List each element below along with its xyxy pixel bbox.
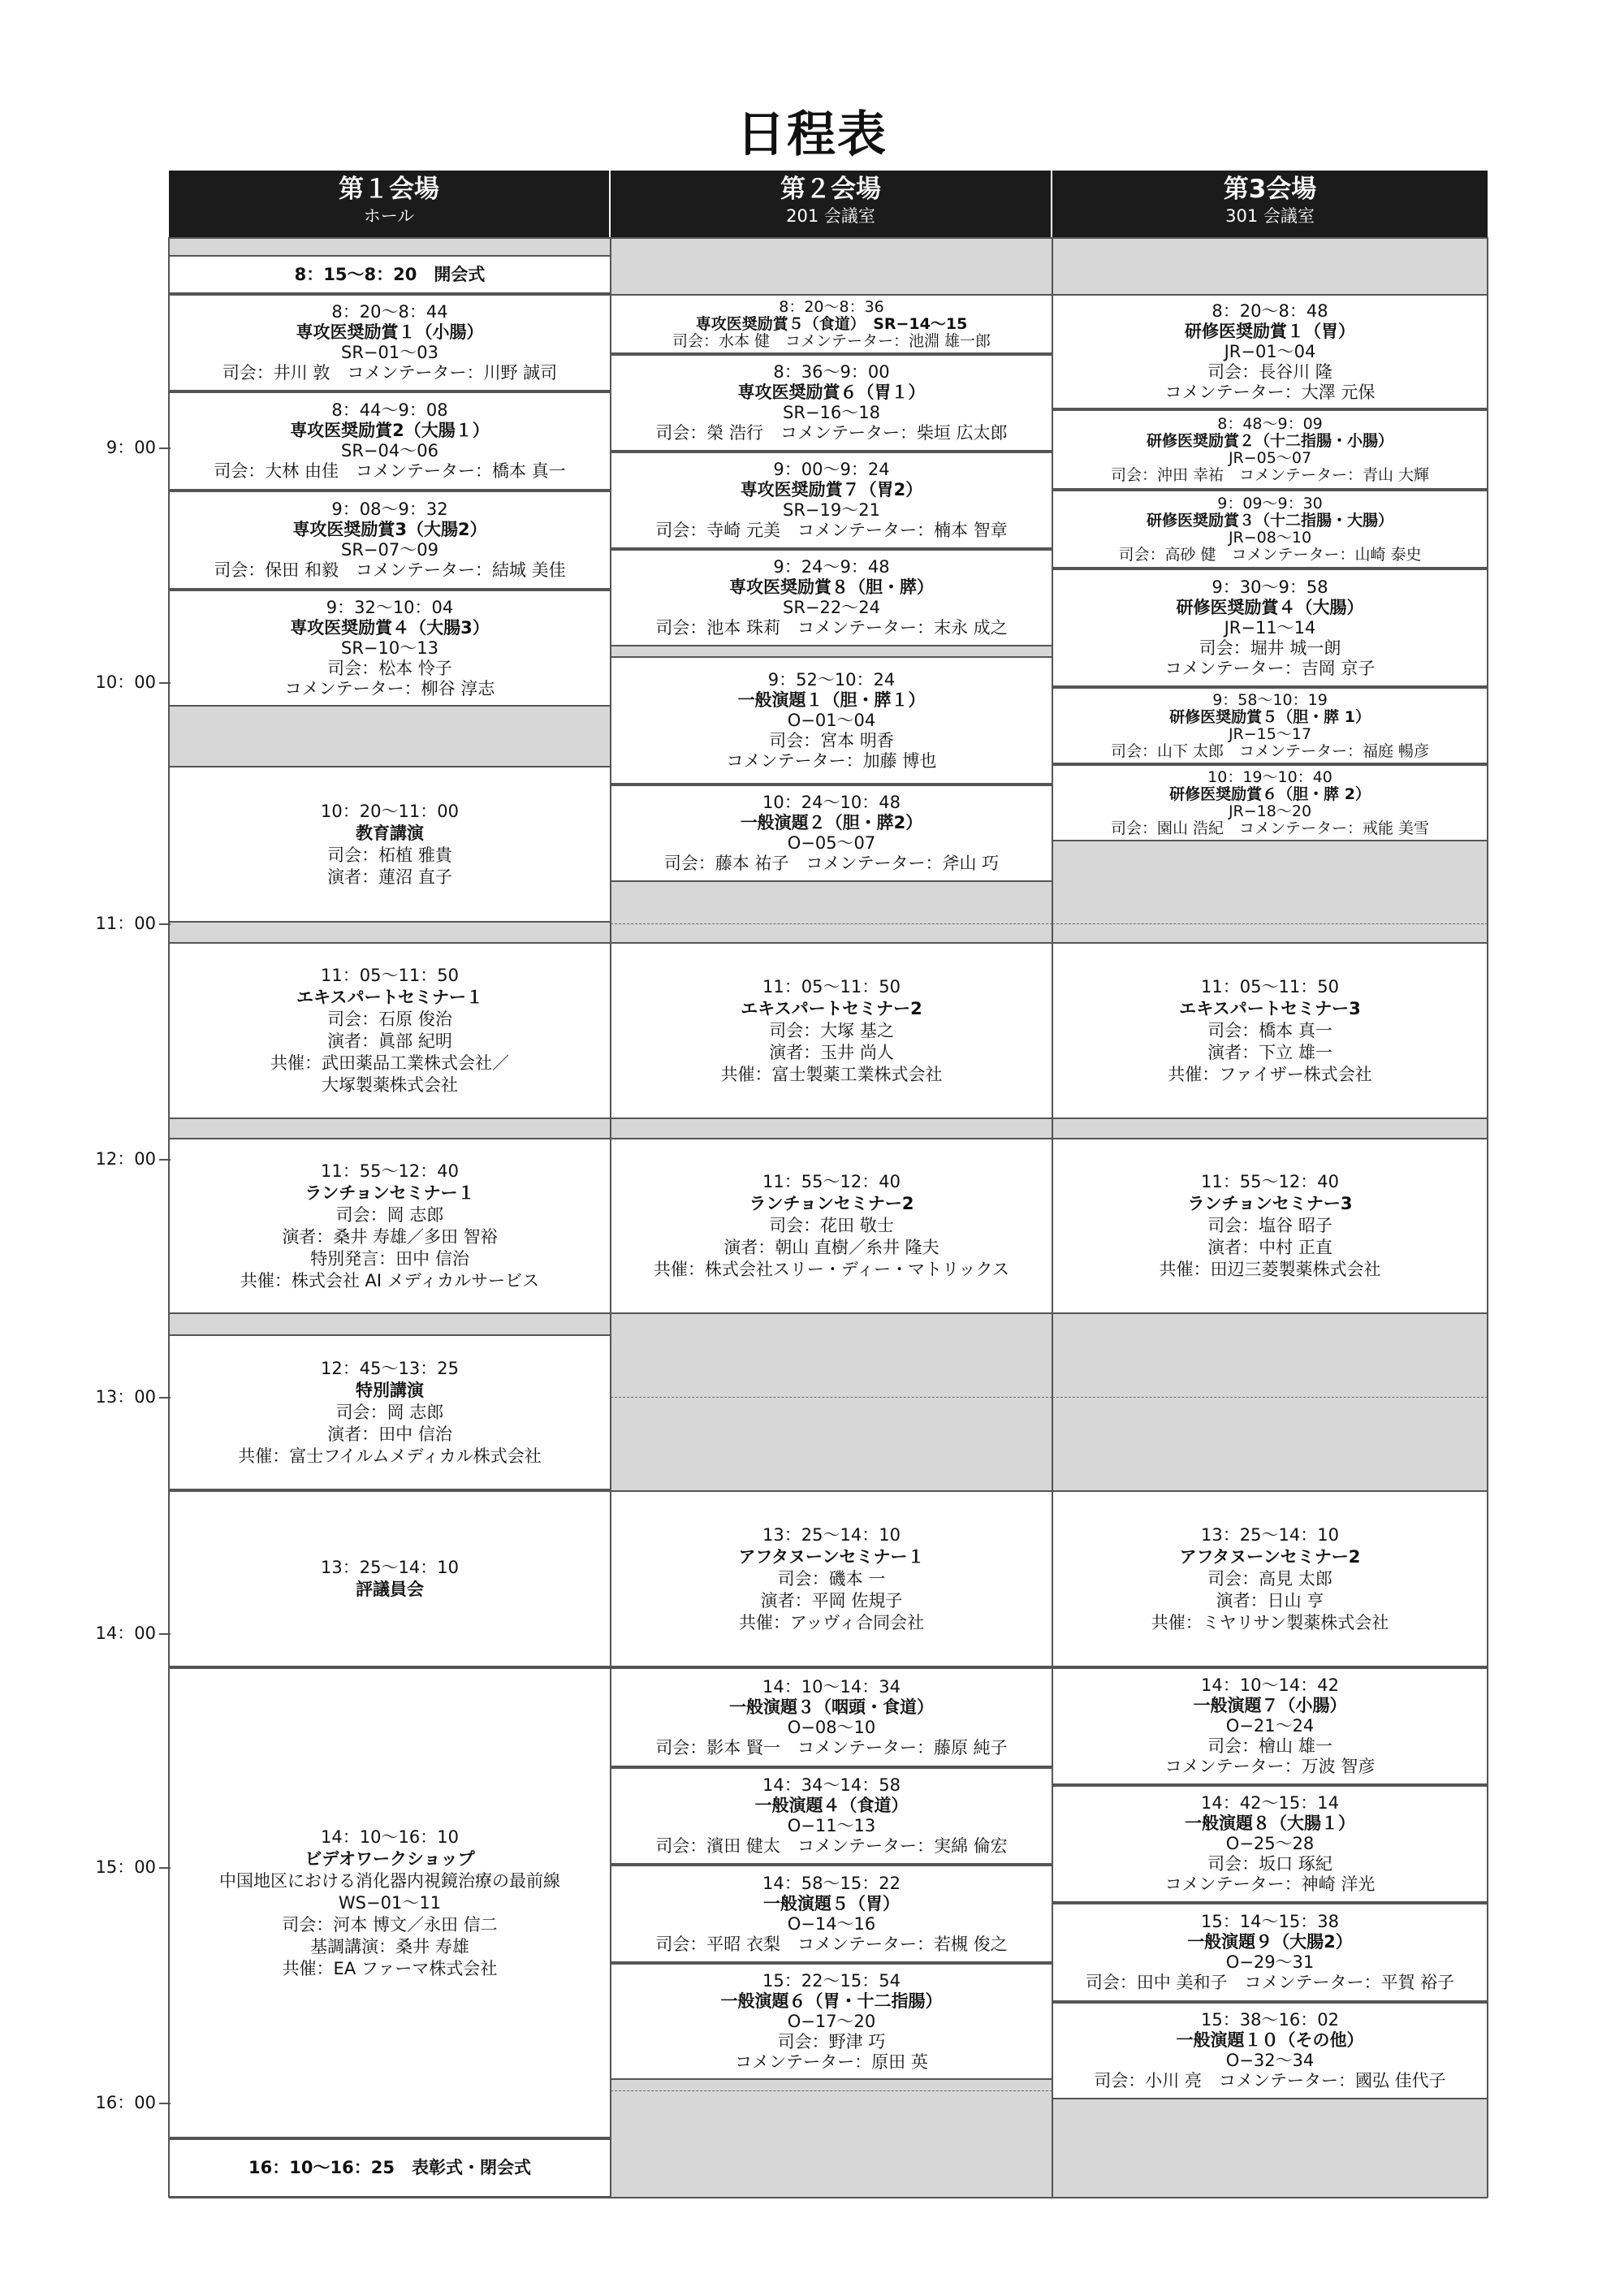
session-line: 9：24〜9：48 xyxy=(773,557,890,577)
session-title: ランチョンセミナー１ xyxy=(304,1182,475,1203)
session-line: JR−11〜14 xyxy=(1224,617,1316,638)
session-line: コメンテーター：原田 英 xyxy=(735,2051,928,2072)
session-title: 一般演題２（胆・膵2） xyxy=(740,813,923,832)
session-block xyxy=(611,549,1052,646)
session-line: 中国地区における消化器内視鏡治療の最前線 xyxy=(219,1870,560,1891)
session-title: 8：15〜8：20 開会式 xyxy=(294,264,486,284)
session-line: 司会：坂口 琢紀 xyxy=(1207,1854,1332,1874)
hour-guide xyxy=(1052,923,1488,924)
session-line: SR−19〜21 xyxy=(783,500,880,520)
session-line: 11：55〜12：40 xyxy=(762,1172,901,1191)
session-line: O−05〜07 xyxy=(787,833,876,853)
session-line: 大塚製薬株式会社 xyxy=(322,1075,458,1095)
session-line: 司会：磯本 一 xyxy=(777,1568,886,1589)
session-line: 9：58〜10：19 xyxy=(1212,690,1328,709)
hour-guide xyxy=(1052,1397,1488,1398)
session-title: エキスパートセミナー１ xyxy=(296,988,483,1007)
session-block xyxy=(1052,1903,1488,2002)
time-label: 15：00 xyxy=(95,1857,156,1877)
session-line: 12：45〜13：25 xyxy=(321,1358,459,1378)
session-line: 司会：橋本 真一 xyxy=(1207,1020,1332,1040)
session-block xyxy=(1052,409,1488,490)
time-tick xyxy=(159,923,171,925)
session-line: 13：25〜14：10 xyxy=(762,1524,901,1545)
room-header-3 xyxy=(1052,171,1488,237)
session-line: 演者：蓮沼 直子 xyxy=(327,867,452,887)
session-line: SR−01〜03 xyxy=(341,343,438,362)
session-line: O−21〜24 xyxy=(1225,1716,1315,1736)
session-block xyxy=(611,294,1052,354)
session-line: 演者：日山 亨 xyxy=(1216,1590,1324,1610)
session-line: 司会：山下 太郎 コメンテーター：福庭 暢彦 xyxy=(1110,741,1430,760)
session-line: 司会：藤本 祐子 コメンテーター：斧山 巧 xyxy=(663,854,1000,873)
session-title: 一般演題８（大腸１） xyxy=(1185,1814,1355,1833)
session-block xyxy=(611,354,1052,452)
session-line: 11：55〜12：40 xyxy=(321,1161,459,1181)
time-label: 9：00 xyxy=(106,438,156,457)
session-line: 9：00〜9：24 xyxy=(773,460,890,479)
session-line: O−25〜28 xyxy=(1225,1834,1315,1853)
session-title: 研修医奨励賞５（胆・膵 1） xyxy=(1169,707,1371,726)
session-block xyxy=(611,785,1052,882)
session-block xyxy=(1052,764,1488,841)
session-block xyxy=(1052,1138,1488,1314)
session-line: 司会：柘植 雅貴 xyxy=(327,845,452,865)
session-line: 司会：寺崎 元美 コメンテーター：楠本 智章 xyxy=(655,521,1008,540)
session-line: 司会：高砂 健 コメンテーター：山崎 泰史 xyxy=(1118,545,1422,564)
session-title: 一般演題１０（その他） xyxy=(1176,2030,1364,2050)
room-sub: 301 会議室 xyxy=(1225,206,1315,226)
session-title: 専攻医奨励賞3（大腸2） xyxy=(292,520,487,539)
session-line: 司会：平昭 衣梨 コメンテーター：若槻 俊之 xyxy=(655,1934,1008,1954)
session-line: 11：05〜11：50 xyxy=(321,966,459,985)
session-block xyxy=(611,656,1052,785)
session-line: 司会：田中 美和子 コメンテーター：平賀 裕子 xyxy=(1085,1973,1455,1992)
session-line: 司会：園山 浩紀 コメンテーター：戒能 美雪 xyxy=(1110,819,1430,837)
session-line: 8：44〜9：08 xyxy=(331,400,448,420)
session-title: 専攻医奨励賞2（大腸１） xyxy=(290,421,490,440)
session-block xyxy=(1052,2002,1488,2099)
session-title: 一般演題３（咽頭・食道） xyxy=(729,1697,934,1717)
session-title: 研修医奨励賞３（十二指腸・大腸） xyxy=(1146,511,1393,530)
session-line: O−01〜04 xyxy=(787,710,876,730)
session-line: 13：25〜14：10 xyxy=(321,1558,459,1577)
room-sub: ホール xyxy=(363,206,415,226)
session-line: WS−01〜11 xyxy=(338,1892,442,1913)
session-title: 専攻医奨励賞１（小腸） xyxy=(296,322,484,342)
session-line: O−17〜20 xyxy=(787,2011,876,2031)
session-line: 司会：松本 怜子 xyxy=(327,658,452,678)
session-line: 9：32〜10：04 xyxy=(326,597,454,617)
session-line: 司会：檜山 雄一 xyxy=(1207,1736,1332,1756)
session-title: ランチョンセミナー3 xyxy=(1187,1194,1353,1213)
session-line: O−14〜16 xyxy=(787,1913,876,1934)
time-label: 11：00 xyxy=(95,914,156,933)
session-title: エキスパートセミナー3 xyxy=(1179,998,1361,1018)
session-title: 専攻医奨励賞５（食道） SR−14〜15 xyxy=(695,314,968,333)
column-border xyxy=(610,237,611,2198)
session-line: 14：10〜16：10 xyxy=(321,1827,459,1847)
session-line: 10：24〜10：48 xyxy=(762,793,901,812)
session-line: JR−08〜10 xyxy=(1228,528,1312,547)
session-line: 14：10〜14：34 xyxy=(762,1676,901,1697)
room-name: 第２会場 xyxy=(780,175,881,204)
session-block xyxy=(169,942,611,1119)
session-block xyxy=(169,1138,611,1314)
session-block xyxy=(169,391,611,491)
session-line: 司会：石原 俊治 xyxy=(327,1009,452,1029)
room-header-2 xyxy=(611,171,1052,237)
session-line: 11：55〜12：40 xyxy=(1201,1172,1339,1191)
session-block xyxy=(169,590,611,707)
session-title: アフタヌーンセミナー2 xyxy=(1179,1546,1361,1567)
session-line: 司会：大林 由佳 コメンテーター：橋本 真一 xyxy=(214,461,566,481)
room-name: 第１会場 xyxy=(339,175,439,204)
session-line: 司会：影本 賢一 コメンテーター：藤原 純子 xyxy=(655,1737,1008,1757)
session-line: 演者：中村 正直 xyxy=(1207,1238,1332,1257)
session-line: 司会：大塚 基之 xyxy=(769,1020,894,1040)
session-line: SR−07〜09 xyxy=(341,540,438,560)
session-line: 8：20〜8：48 xyxy=(1212,300,1328,321)
session-line: コメンテーター：神崎 洋光 xyxy=(1164,1874,1376,1894)
time-tick xyxy=(159,1159,171,1161)
session-line: 司会：井川 敦 コメンテーター：川野 誠司 xyxy=(222,363,558,383)
session-block xyxy=(1052,568,1488,687)
session-line: 8：48〜9：09 xyxy=(1217,414,1323,433)
session-line: 10：20〜11：00 xyxy=(321,801,459,821)
session-line: 8：36〜9：00 xyxy=(773,362,890,382)
session-title: 専攻医奨励賞６（胃１） xyxy=(737,383,926,402)
room-sub: 201 会議室 xyxy=(786,206,875,226)
session-line: 司会：堀井 城一朗 xyxy=(1199,638,1341,658)
time-tick xyxy=(159,447,171,449)
session-line: 司会：宮本 明香 xyxy=(769,730,894,750)
room-name: 第3会場 xyxy=(1223,175,1317,204)
session-line: 司会：高見 太郎 xyxy=(1207,1568,1332,1589)
session-line: コメンテーター：吉岡 京子 xyxy=(1164,658,1376,678)
session-line: 司会：池本 珠莉 コメンテーター：末永 成之 xyxy=(655,618,1008,638)
time-label: 12：00 xyxy=(95,1149,156,1169)
session-block xyxy=(169,491,611,590)
session-line: 司会：保田 和毅 コメンテーター：結城 美佳 xyxy=(214,560,566,580)
session-block xyxy=(611,1667,1052,1767)
time-tick xyxy=(159,682,171,684)
session-block xyxy=(1052,687,1488,764)
session-line: 司会：水本 健 コメンテーター：池淵 雄一郎 xyxy=(672,331,991,350)
session-line: JR−01〜04 xyxy=(1224,341,1316,361)
room-header-1 xyxy=(169,171,611,237)
session-line: コメンテーター：万波 智彦 xyxy=(1164,1757,1376,1776)
time-tick xyxy=(159,1867,171,1869)
column-border xyxy=(168,237,170,2198)
session-block xyxy=(1052,294,1488,409)
session-line: JR−18〜20 xyxy=(1228,802,1312,820)
session-block xyxy=(611,452,1052,549)
session-line: 演者：下立 雄一 xyxy=(1207,1042,1332,1062)
session-title: ビデオワークショップ xyxy=(304,1848,475,1869)
session-line: 共催：ファイザー株式会社 xyxy=(1168,1064,1372,1084)
frame-border xyxy=(169,237,1488,239)
session-title: エキスパートセミナー2 xyxy=(741,998,922,1018)
session-line: 共催：富士フイルムメディカル株式会社 xyxy=(238,1446,542,1466)
session-line: 演者：平岡 佐規子 xyxy=(760,1590,903,1610)
session-line: 演者：桑井 寿雄／多田 智裕 xyxy=(282,1226,498,1247)
session-title: 研修医奨励賞１（胃） xyxy=(1185,321,1355,341)
session-line: 10：19〜10：40 xyxy=(1207,767,1332,786)
time-tick xyxy=(159,1633,171,1635)
session-line: O−29〜31 xyxy=(1225,1952,1315,1972)
session-block xyxy=(169,1490,611,1667)
session-line: 14：34〜14：58 xyxy=(762,1775,901,1795)
session-line: 司会：沖田 幸祐 コメンテーター：青山 大輝 xyxy=(1110,465,1430,484)
session-line: 共催：株式会社 AI メディカルサービス xyxy=(240,1270,540,1290)
session-line: 司会：塩谷 昭子 xyxy=(1207,1216,1332,1235)
session-line: 特別発言：田中 信治 xyxy=(310,1248,469,1269)
session-title: 一般演題１（胆・膵１） xyxy=(737,690,926,710)
session-line: 司会：岡 志郎 xyxy=(335,1402,444,1422)
session-block xyxy=(1052,490,1488,568)
session-line: コメンテーター：柳谷 淳志 xyxy=(284,678,495,698)
hour-guide xyxy=(611,923,1052,924)
session-title: 16：10〜16：25 表彰式・閉会式 xyxy=(248,2158,531,2177)
session-line: 演者：眞部 紀明 xyxy=(327,1031,452,1051)
session-line: 15：22〜15：54 xyxy=(762,1970,901,1991)
session-line: 14：10〜14：42 xyxy=(1201,1675,1339,1695)
session-block xyxy=(611,1767,1052,1865)
session-block xyxy=(611,1138,1052,1314)
session-line: 司会：榮 浩行 コメンテーター：柴垣 広太郎 xyxy=(655,423,1008,443)
time-tick xyxy=(159,2103,171,2104)
session-line: 14：42〜15：14 xyxy=(1201,1793,1339,1813)
session-line: SR−16〜18 xyxy=(783,403,880,422)
session-title: 特別講演 xyxy=(356,1380,424,1400)
session-line: O−11〜13 xyxy=(787,1816,876,1835)
session-line: 司会：河本 博文／永田 信二 xyxy=(282,1914,498,1935)
column-border xyxy=(1052,237,1053,2198)
session-line: 共催：武田薬品工業株式会社／ xyxy=(270,1053,509,1073)
session-line: 司会：小川 亮 コメンテーター：國弘 佳代子 xyxy=(1094,2071,1446,2090)
session-block xyxy=(611,1490,1052,1667)
session-block xyxy=(169,294,611,391)
session-title: 研修医奨励賞６（胆・膵 2） xyxy=(1169,785,1371,803)
session-block xyxy=(169,1334,611,1490)
session-line: 14：58〜15：22 xyxy=(762,1873,901,1893)
session-title: 専攻医奨励賞８（胆・膵） xyxy=(729,577,934,597)
time-label: 14：00 xyxy=(95,1623,156,1643)
session-line: O−08〜10 xyxy=(787,1717,876,1737)
session-line: 共催：富士製薬工業株式会社 xyxy=(720,1064,943,1084)
session-line: SR−10〜13 xyxy=(341,638,438,658)
hour-guide xyxy=(611,1397,1052,1398)
session-line: 演者：玉井 尚人 xyxy=(769,1042,894,1062)
session-line: 9：08〜9：32 xyxy=(331,499,448,519)
session-line: コメンテーター：大澤 元保 xyxy=(1164,382,1376,402)
session-line: O−32〜34 xyxy=(1225,2051,1315,2070)
session-line: SR−04〜06 xyxy=(341,441,438,460)
session-line: 基調講演：桑井 寿雄 xyxy=(310,1936,469,1956)
session-block xyxy=(611,1865,1052,1963)
session-line: 13：25〜14：10 xyxy=(1201,1524,1339,1545)
session-title: 一般演題５（胃） xyxy=(763,1893,900,1913)
frame-border xyxy=(169,2197,1488,2198)
session-line: 司会：岡 志郎 xyxy=(335,1204,444,1225)
hour-guide xyxy=(611,2090,1052,2091)
session-line: 11：05〜11：50 xyxy=(1201,976,1339,996)
session-line: 司会：濱田 健太 コメンテーター：実綿 倫宏 xyxy=(655,1836,1008,1856)
session-line: SR−22〜24 xyxy=(783,598,880,617)
session-title: 一般演題４（食道） xyxy=(754,1796,909,1815)
session-line: 共催：ミヤリサン製薬株式会社 xyxy=(1151,1612,1389,1632)
session-line: JR−15〜17 xyxy=(1228,724,1312,743)
session-line: 共催：田辺三菱製薬株式会社 xyxy=(1159,1260,1381,1279)
session-line: 司会：花田 敬士 xyxy=(769,1216,894,1235)
session-line: 9：09〜9：30 xyxy=(1217,494,1323,512)
session-title: 一般演題９（大腸2） xyxy=(1187,1932,1353,1952)
session-line: 9：52〜10：24 xyxy=(767,669,896,690)
session-title: 一般演題７（小腸） xyxy=(1193,1696,1347,1715)
session-block xyxy=(1052,1667,1488,1785)
session-line: 司会：長谷川 隆 xyxy=(1207,361,1332,382)
session-line: 15：38〜16：02 xyxy=(1201,2010,1339,2030)
schedule-grid xyxy=(169,171,1488,2198)
session-title: アフタヌーンセミナー１ xyxy=(738,1546,925,1567)
session-line: 演者：田中 信治 xyxy=(327,1424,452,1444)
session-line: 8：20〜8：44 xyxy=(331,302,448,322)
session-block xyxy=(169,2138,611,2198)
session-block xyxy=(1052,942,1488,1119)
session-line: 8：20〜8：36 xyxy=(779,297,884,316)
session-line: 9：30〜9：58 xyxy=(1212,577,1328,597)
session-title: ランチョンセミナー2 xyxy=(749,1194,914,1213)
session-line: 司会：野津 巧 xyxy=(777,2031,886,2051)
time-label: 16：00 xyxy=(95,2093,156,2112)
time-label: 10：00 xyxy=(95,672,156,692)
time-tick xyxy=(159,1397,171,1399)
session-line: JR−05〜07 xyxy=(1228,448,1312,467)
session-line: コメンテーター：加藤 博也 xyxy=(726,750,937,771)
session-line: 11：05〜11：50 xyxy=(762,976,901,996)
session-title: 研修医奨励賞２（十二指腸・小腸） xyxy=(1146,431,1393,450)
session-title: 一般演題６（胃・十二指腸） xyxy=(720,1991,943,2011)
session-block xyxy=(169,766,611,923)
session-block xyxy=(169,255,611,294)
session-block xyxy=(611,942,1052,1119)
session-line: 共催：EA ファーマ株式会社 xyxy=(282,1958,498,1978)
session-title: 専攻医奨励賞４（大腸3） xyxy=(290,617,490,638)
session-title: 評議員会 xyxy=(356,1580,424,1599)
session-title: 研修医奨励賞４（大腸） xyxy=(1176,597,1364,617)
session-block xyxy=(1052,1785,1488,1903)
session-block xyxy=(611,1963,1052,2080)
session-title: 教育講演 xyxy=(356,823,424,843)
session-block xyxy=(1052,1490,1488,1667)
time-label: 13：00 xyxy=(95,1387,156,1407)
session-line: 共催：アッヴィ合同会社 xyxy=(738,1612,925,1632)
column-border xyxy=(1487,237,1488,2198)
session-line: 15：14〜15：38 xyxy=(1201,1912,1339,1931)
session-title: 専攻医奨励賞７（胃2） xyxy=(740,480,923,499)
page-title: 日程表 xyxy=(736,106,888,163)
session-line: 演者：朝山 直樹／糸井 隆夫 xyxy=(723,1238,939,1257)
session-line: 共催：株式会社スリー・ディー・マトリックス xyxy=(653,1260,1010,1279)
session-block xyxy=(169,1667,611,2138)
